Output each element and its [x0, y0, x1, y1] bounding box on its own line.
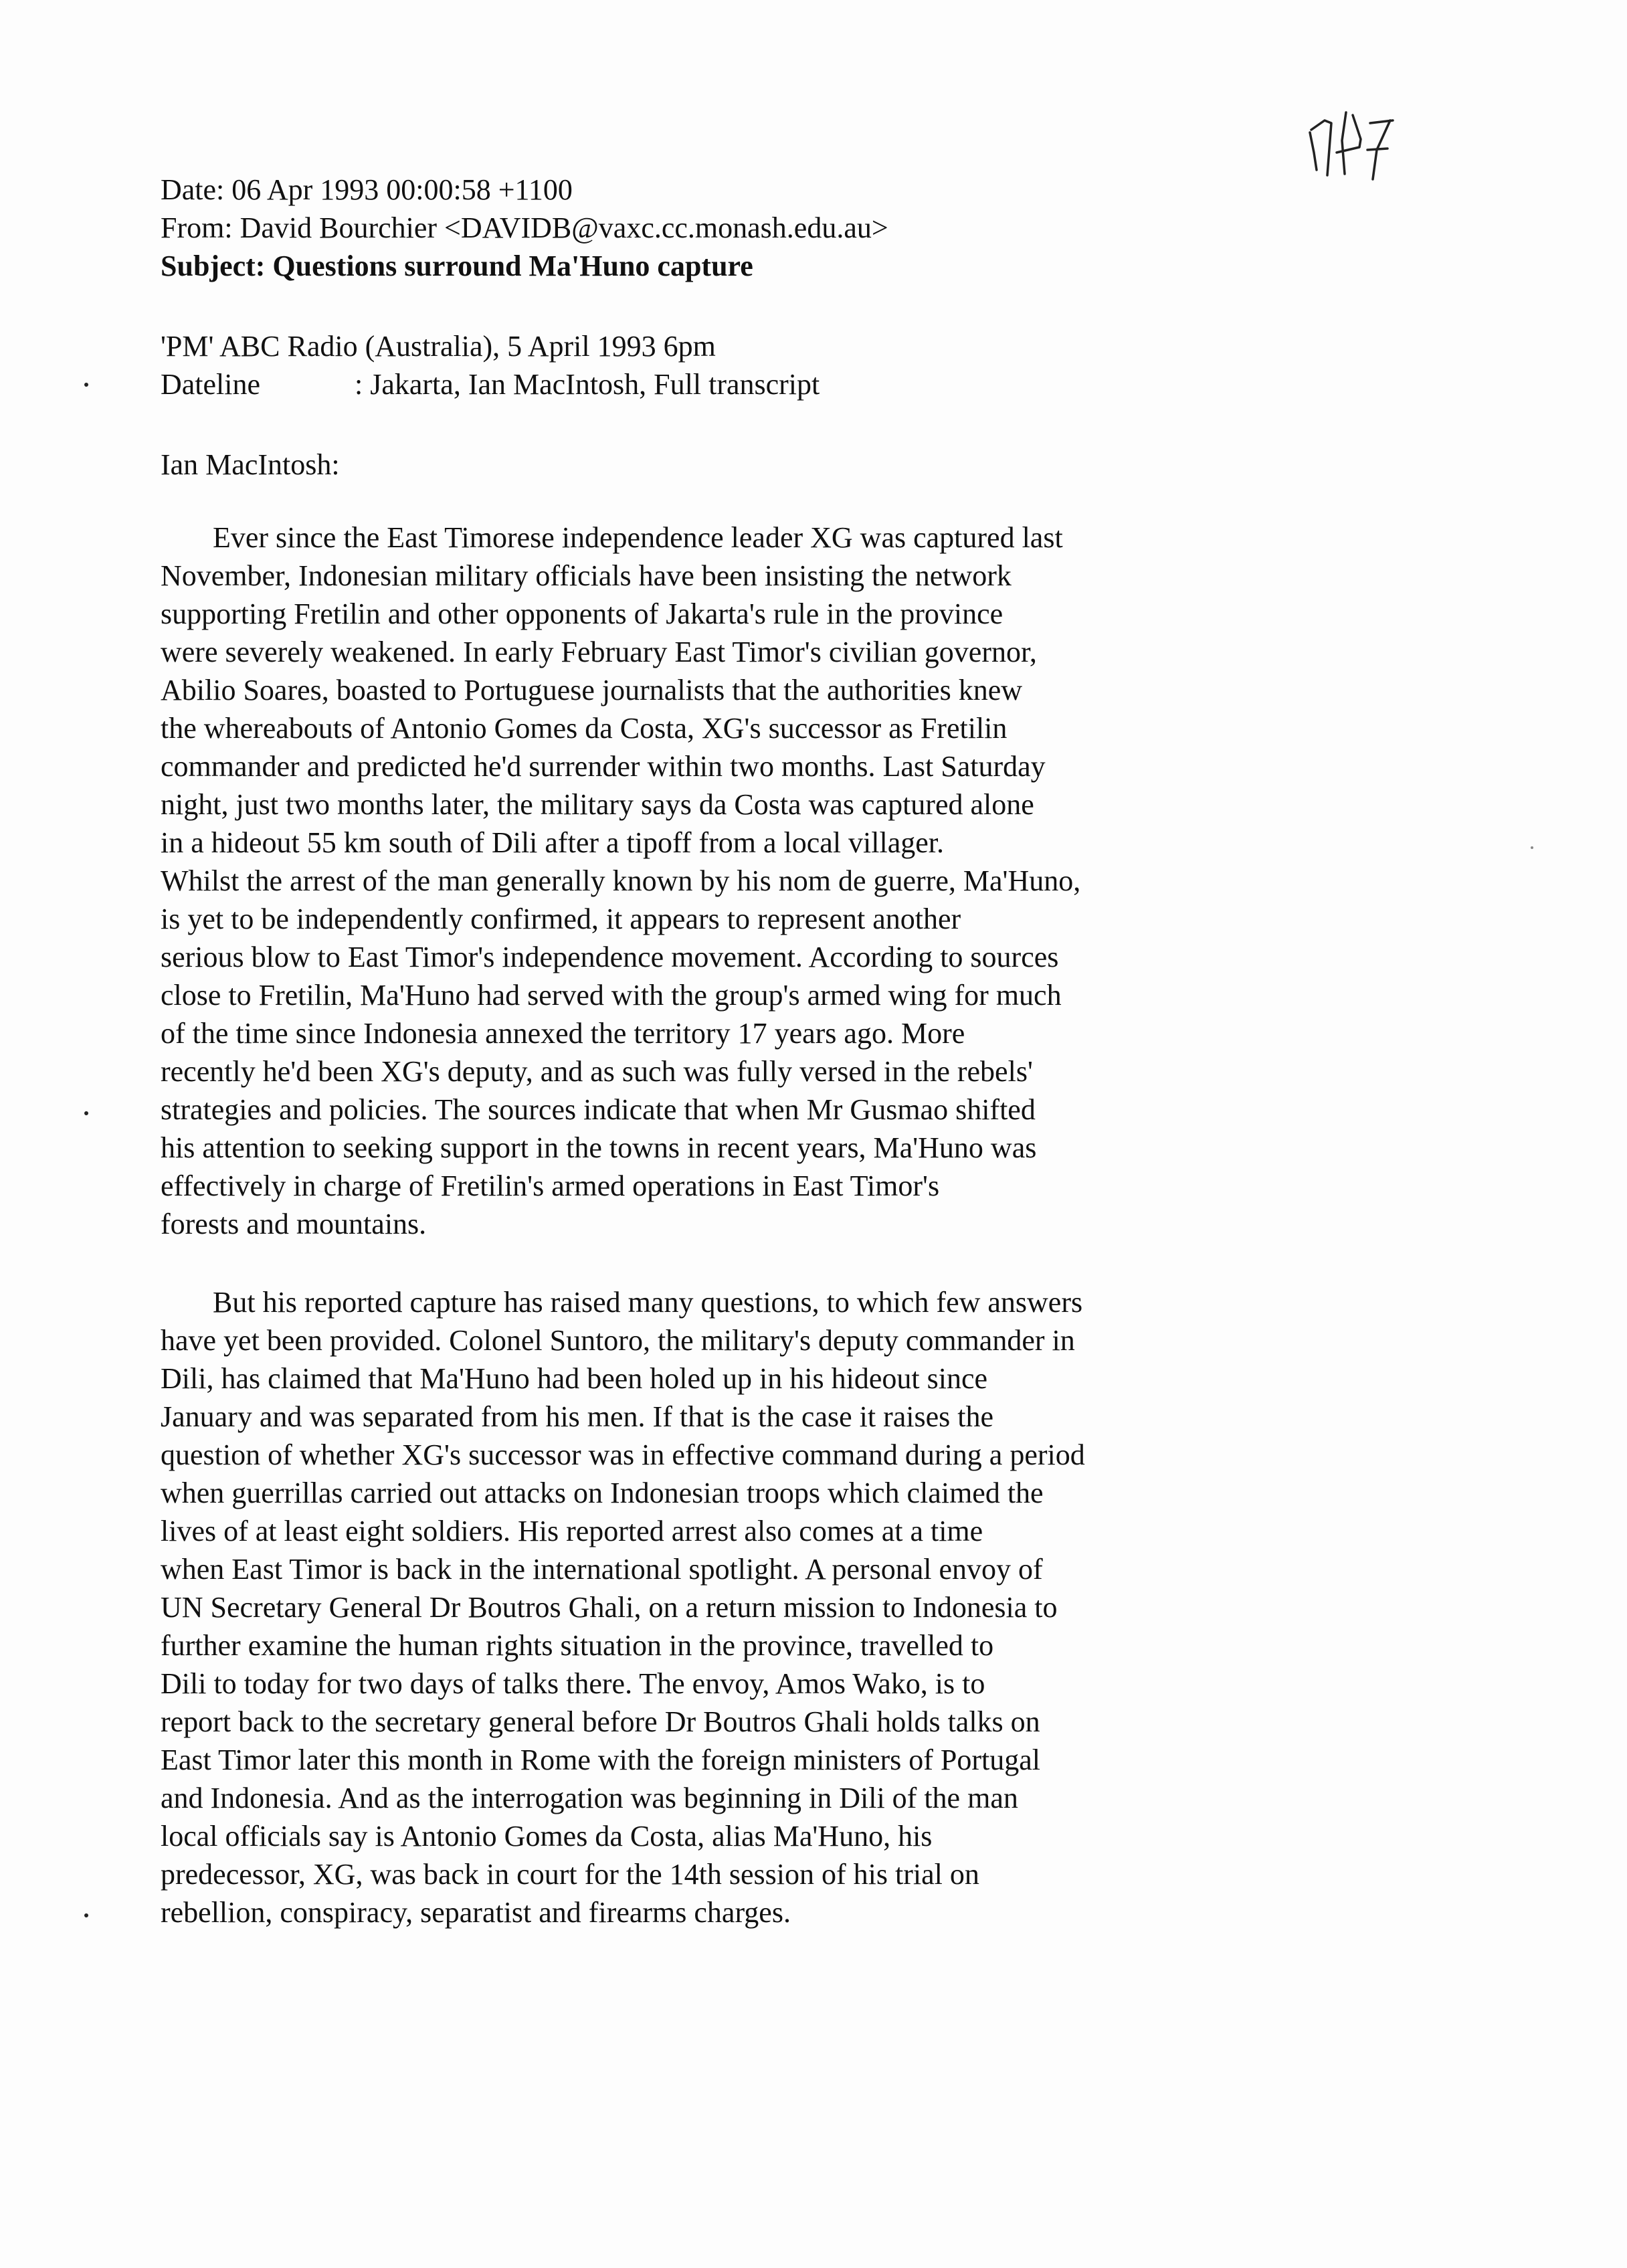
paragraph-line: lives of at least eight soldiers. His reported arrest also comes at a time: [161, 1515, 983, 1547]
paragraph-line: November, Indonesian military officials have been insisting the network: [161, 559, 1012, 592]
speaker-name: [161, 446, 1298, 484]
paragraph-line: in a hideout 55 km south of Dili after a tipoff from a local villager.: [161, 826, 945, 859]
paragraph-line: have yet been provided. Colonel Suntoro, the military's deputy commander in: [161, 1324, 1075, 1357]
program-line: 'PM' ABC Radio (Australia), 5 April 1993 6pm: [161, 330, 716, 363]
email-header: [161, 171, 1298, 285]
paragraph-line: effectively in charge of Fretilin's armed operations in East Timor's: [161, 1169, 940, 1202]
paragraph-line: UN Secretary General Dr Boutros Ghali, on a return mission to Indonesia to: [161, 1591, 1058, 1624]
paragraph-line: East Timor later this month in Rome with the foreign ministers of Portugal: [161, 1743, 1041, 1776]
paragraph-2: [161, 1283, 1298, 1931]
paragraph-line: night, just two months later, the military says da Costa was captured alone: [161, 788, 1034, 821]
paragraph-line: when guerrillas carried out attacks on Indonesian troops which claimed the: [161, 1477, 1044, 1509]
paragraph-line: Dili to today for two days of talks there. The envoy, Amos Wako, is to: [161, 1667, 985, 1700]
paragraph-line: when East Timor is back in the international spotlight. A personal envoy of: [161, 1553, 1043, 1586]
paragraph-line: supporting Fretilin and other opponents of Jakarta's rule in the province: [161, 597, 1003, 630]
subject-line: Subject: Questions surround Ma'Huno capture: [161, 250, 753, 282]
speaker-label: Ian MacIntosh:: [161, 448, 340, 481]
margin-dot: [84, 383, 88, 387]
dateline-label: Dateline: [161, 368, 261, 401]
paragraph-line: forests and mountains.: [161, 1208, 427, 1240]
paragraph-1: [161, 518, 1298, 1243]
margin-dot: [84, 1913, 88, 1917]
broadcast-source: [161, 327, 1298, 403]
handwritten-page-number: [1305, 100, 1398, 187]
paragraph-line: the whereabouts of Antonio Gomes da Costa, XG's successor as Fretilin: [161, 712, 1008, 745]
paragraph-line: Whilst the arrest of the man generally known by his nom de guerre, Ma'Huno,: [161, 864, 1081, 897]
paragraph-line: were severely weakened. In early February East Timor's civilian governor,: [161, 636, 1037, 668]
date-line: Date: 06 Apr 1993 00:00:58 +1100: [161, 173, 573, 206]
dateline-row: [161, 365, 1298, 403]
paragraph-line: Dili, has claimed that Ma'Huno had been holed up in his hideout since: [161, 1362, 987, 1395]
paragraph-line: January and was separated from his men. If that is the case it raises the: [161, 1400, 994, 1433]
paragraph-line: But his reported capture has raised many questions, to which few answers: [213, 1286, 1083, 1319]
scan-speck: [1531, 846, 1533, 849]
margin-dot: [84, 1111, 88, 1115]
paragraph-line: commander and predicted he'd surrender within two months. Last Saturday: [161, 750, 1046, 783]
paragraph-line: rebellion, conspiracy, separatist and firearms charges.: [161, 1896, 791, 1929]
dateline-value: : Jakarta, Ian MacIntosh, Full transcript: [355, 368, 820, 401]
paragraph-line: local officials say is Antonio Gomes da Costa, alias Ma'Huno, his: [161, 1820, 933, 1853]
paragraph-line: is yet to be independently confirmed, it appears to represent another: [161, 903, 961, 935]
paragraph-line: of the time since Indonesia annexed the territory 17 years ago. More: [161, 1017, 965, 1050]
from-line: From: David Bourchier <DAVIDB@vaxc.cc.monash.edu.au>: [161, 211, 888, 244]
paragraph-line: report back to the secretary general before Dr Boutros Ghali holds talks on: [161, 1705, 1040, 1738]
paragraph-line: strategies and policies. The sources indicate that when Mr Gusmao shifted: [161, 1093, 1036, 1126]
paragraph-line: and Indonesia. And as the interrogation was beginning in Dili of the man: [161, 1782, 1018, 1814]
paragraph-line: Ever since the East Timorese independence leader XG was captured last: [213, 521, 1063, 554]
paragraph-line: close to Fretilin, Ma'Huno had served with the group's armed wing for much: [161, 979, 1062, 1012]
paragraph-line: recently he'd been XG's deputy, and as such was fully versed in the rebels': [161, 1055, 1033, 1088]
paragraph-line: predecessor, XG, was back in court for the 14th session of his trial on: [161, 1858, 979, 1891]
paragraph-line: his attention to seeking support in the towns in recent years, Ma'Huno was: [161, 1131, 1037, 1164]
paragraph-line: question of whether XG's successor was in effective command during a period: [161, 1438, 1085, 1471]
paragraph-line: Abilio Soares, boasted to Portuguese journalists that the authorities knew: [161, 674, 1023, 706]
paragraph-line: further examine the human rights situation in the province, travelled to: [161, 1629, 994, 1662]
paragraph-line: serious blow to East Timor's independence movement. According to sources: [161, 941, 1059, 973]
